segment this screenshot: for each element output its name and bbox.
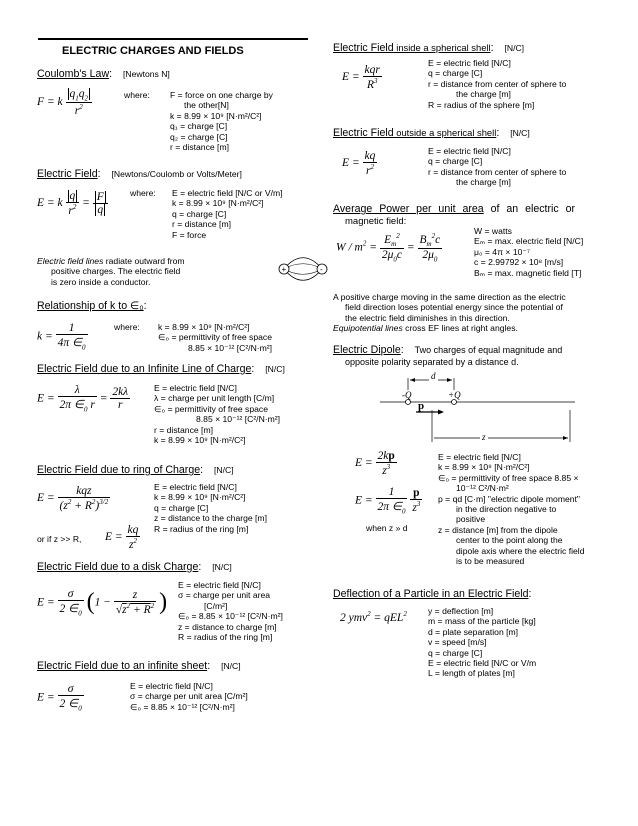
dipole-def: center to the point along the <box>456 535 563 546</box>
relk-def: k = 8.99 × 10⁹ [N·m²/C²] <box>158 322 250 332</box>
power-equation: W / $m^2$ = $\frac{E_m^2}{2\mu_0c}$ = $\frac{B_m^2c}{2\mu_0}$ <box>336 232 441 264</box>
efield-lines-rest: radiate outward from <box>103 256 185 266</box>
disk-def: σ = charge per unit area <box>178 590 271 601</box>
coulomb-def: r = distance [m] <box>170 142 229 153</box>
dipole-title: Electric Dipole <box>333 344 401 356</box>
deflect-definitions <box>428 606 536 679</box>
efield-def: r = distance [m] <box>172 219 231 230</box>
deflect-def: d = plate separation [m] <box>428 626 519 637</box>
page-title: ELECTRIC CHARGES AND FIELDS <box>62 45 244 57</box>
power-definitions <box>474 226 583 278</box>
deflect-def: y = deflection [m] <box>428 606 494 616</box>
infline-def: E = electric field [N/C] <box>154 383 237 393</box>
deflect-def: q = charge [C] <box>428 647 483 658</box>
power-title-post: of an electric or <box>483 203 576 215</box>
coulomb-where: where: <box>124 90 150 100</box>
disk-equation: E = $\frac{\sigma}{2 \in_0}$ (1 − $\frac{z}{√z^2 + R^2}$ ) <box>37 588 168 618</box>
ring-definitions <box>154 482 267 534</box>
sheet-def: E = electric field [N/C] <box>130 681 213 691</box>
dipole-equation-2: E = $\frac{1}{2\pi \in_0}$ $\frac{p}{z^3}$ <box>355 486 421 516</box>
inshell-unit: [N/C] <box>504 43 525 53</box>
infline-unit: [N/C] <box>265 364 285 374</box>
outshell-title-pre: Electric Field <box>333 127 394 139</box>
dipole-label-z: z <box>482 432 486 442</box>
dipole-def: positive <box>456 514 486 525</box>
ring-def: q = charge [C] <box>154 502 209 513</box>
coulomb-equation: F = k $\frac{q_1q_2}{r^2}$ <box>37 88 92 117</box>
outshell-def: q = charge [C] <box>428 156 483 167</box>
inshell-title-post: inside a spherical shell <box>393 42 491 53</box>
pos-line: the electric field diminishes in this direction. <box>345 312 510 323</box>
ring-title: Electric Field due to ring of Charge <box>37 464 201 476</box>
relk-where: where: <box>114 322 140 332</box>
efield-where: where: <box>130 188 156 198</box>
title-rule <box>38 38 308 40</box>
coulomb-def: q₂ = charge [C] <box>170 131 228 142</box>
pos-line: field direction loses potential energy since the potential of <box>345 302 563 313</box>
infline-def: ∈₀ = permittivity of free space <box>154 403 268 414</box>
outshell-def: r = distance from center of sphere to <box>428 166 567 177</box>
inshell-title-pre: Electric Field <box>333 42 394 54</box>
power-def: W = watts <box>474 226 512 236</box>
inshell-def: q = charge [C] <box>428 68 483 79</box>
ring-def: z = distance to the charge [m] <box>154 513 267 524</box>
ring-def: R = radius of the ring [m] <box>154 523 249 534</box>
dipole-def: p = qd [C·m] "electric dipole moment" <box>438 493 580 504</box>
infline-def: 8.85 × 10⁻¹² [C²/N·m²] <box>196 414 281 425</box>
ring-approx: or if z >> R, <box>37 534 82 544</box>
positive-charge-paragraph <box>333 292 566 334</box>
dipole-def: z = distance [m] from the dipole <box>438 524 558 535</box>
dipole-label-pos: +Q <box>448 390 461 400</box>
disk-def: R = radius of the ring [m] <box>178 632 273 643</box>
disk-def: [C/m²] <box>204 600 228 611</box>
dipole-when: when z » d <box>366 523 408 533</box>
dipole-def: ∈₀ = permittivity of free space 8.85 × <box>438 472 579 483</box>
power-line2: magnetic field: <box>345 216 407 227</box>
deflect-heading: Deflection of a Particle in an Electric Field: <box>333 588 532 600</box>
power-title: Average Power per unit area <box>333 203 484 215</box>
efield-definitions <box>172 188 283 240</box>
deflect-equation: 2 ymv$^2$ = qEL$^2$ <box>340 610 407 624</box>
coulomb-heading: Coulomb's Law: [Newtons N] <box>37 68 170 80</box>
inshell-definitions <box>428 58 566 110</box>
infline-def: r = distance [m] <box>154 424 213 435</box>
outshell-equation: E = $\frac{kq}{r^2}$ <box>342 150 376 177</box>
coulomb-def: q₁ = charge [C] <box>170 121 228 132</box>
efield-lines-l2: positive charges. The electric field <box>51 266 181 277</box>
sheet-heading: Electric Field due to an infinite sheet: [N/C] <box>37 660 241 672</box>
equip-italic: Equipotential lines <box>333 323 403 334</box>
efield-title: Electric Field <box>37 168 98 180</box>
disk-def: E = electric field [N/C] <box>178 580 261 590</box>
inshell-def: E = electric field [N/C] <box>428 58 511 68</box>
relk-def: 8.85 × 10⁻¹² [C²/N·m²] <box>188 342 273 353</box>
sheet-def: σ = charge per unit area [C/m²] <box>130 691 248 702</box>
deflect-title: Deflection of a Particle in an Electric Field <box>333 588 529 600</box>
sheet-def: ∈₀ = 8.85 × 10⁻¹² [C²/N·m²] <box>130 701 235 712</box>
infline-title: Electric Field due to an Infinite Line of Charge <box>37 363 252 375</box>
infline-def: k = 8.99 × 10⁹ [N·m²/C²] <box>154 435 246 446</box>
relk-equation: k = $\frac{1}{4\pi \in_0}$ <box>37 322 86 352</box>
ring-equation: E = $\frac{\text{kqz}}{(z^2 + R^2)^{3/2}}$ <box>37 485 109 512</box>
coulomb-def: k = 8.99 × 10⁹ [N·m²/C²] <box>170 110 262 121</box>
outshell-definitions <box>428 146 566 188</box>
dipole-label-d: d <box>431 371 436 381</box>
dipole-desc1: Two charges of equal magnitude and <box>414 345 563 355</box>
pos-line: A positive charge moving in the same direction as the electric <box>333 292 566 302</box>
coulomb-def: the other[N] <box>184 100 229 111</box>
equip-rest: cross EF lines at right angles. <box>402 323 518 334</box>
ring-unit: [N/C] <box>214 465 234 475</box>
dipole-def: is to be measured <box>456 556 525 567</box>
disk-definitions <box>178 580 283 642</box>
relk-definitions <box>158 322 272 353</box>
dipole-label-p: p <box>418 400 425 412</box>
inshell-def: r = distance from center of sphere to <box>428 78 567 89</box>
deflect-def: L = length of plates [m] <box>428 668 515 679</box>
ring-approx-equation: E = $\frac{kq}{z^2}$ <box>105 524 139 551</box>
power-def: c = 2.99792 × 10⁸ [m/s] <box>474 257 564 268</box>
efield-lines-italic: Electric field lines <box>37 256 104 266</box>
disk-def: z = distance to charge [m] <box>178 621 277 632</box>
deflect-def: v = speed [m/s] <box>428 637 487 648</box>
sheet-equation: E = $\frac{\sigma}{2 \in_0}$ <box>37 683 82 713</box>
deflect-def: m = mass of the particle [kg] <box>428 616 536 627</box>
outshell-unit: [N/C] <box>510 128 530 138</box>
ring-heading: Electric Field due to ring of Charge: [N/C] <box>37 464 234 476</box>
field-lines-diagram <box>268 252 338 286</box>
disk-def: ∈₀ = 8.85 × 10⁻¹² [C²/N·m²] <box>178 611 283 622</box>
efield-lines-l3: is zero inside a conductor. <box>51 276 151 287</box>
efield-unit: [Newtons/Coulomb or Volts/Meter] <box>111 169 242 179</box>
relk-heading: Relationship of k to ∈₀: <box>37 300 147 312</box>
disk-heading: Electric Field due to a disk Charge: [N/C] <box>37 561 232 573</box>
infline-heading: Electric Field due to an Infinite Line of Charge: [N/C] <box>37 363 285 375</box>
efield-equation: E = k $\frac{q}{r^2}$ = $\frac{F}{q}$ <box>37 190 108 217</box>
dipole-def: E = electric field [N/C] <box>438 452 521 462</box>
svg-text:-: - <box>320 265 323 274</box>
inshell-def: R = radius of the sphere [m] <box>428 99 535 110</box>
efield-def: E = electric field [N/C or V/m] <box>172 188 283 198</box>
inshell-def: the charge [m] <box>456 89 511 100</box>
sheet-unit: [N/C] <box>221 661 241 671</box>
dipole-desc2: opposite polarity separated by a distance d. <box>345 357 519 367</box>
svg-text:+: + <box>281 265 287 274</box>
deflect-def: E = electric field [N/C or V/m <box>428 658 537 669</box>
dipole-def: 10⁻¹² C²/N·m² <box>456 483 509 494</box>
dipole-label-neg: -Q <box>402 390 412 400</box>
disk-unit: [N/C] <box>212 562 232 572</box>
efield-lines-text <box>37 256 262 287</box>
infline-definitions <box>154 383 280 445</box>
power-def: Eₘ = max. electric field [N/C] <box>474 236 584 247</box>
outshell-heading: Electric Field outside a spherical shell: [N/C] <box>333 127 530 139</box>
inshell-equation: E = $\frac{\text{kqr}}{R^3}$ <box>342 64 380 91</box>
dipole-def: k = 8.99 × 10⁹ [N·m²/C²] <box>438 462 530 473</box>
outshell-def: the charge [m] <box>456 177 511 188</box>
dipole-heading: Electric Dipole: Two charges of equal magnitude and <box>333 344 563 356</box>
dipole-def: in the direction negative to <box>456 504 557 515</box>
efield-heading: Electric Field: [Newtons/Coulomb or Volts/Meter] <box>37 168 242 180</box>
coulomb-definitions <box>170 90 273 152</box>
efield-def: q = charge [C] <box>172 208 227 219</box>
ring-def: E = electric field [N/C] <box>154 482 237 492</box>
infline-equation: E = $\frac{\lambda}{2\pi \in_0 r}$ = $\frac{2k\lambda}{r}$ <box>37 384 129 414</box>
relk-title: Relationship of k to ∈₀ <box>37 300 144 312</box>
coulomb-def: F = force on one charge by <box>170 90 273 100</box>
power-def: Bₘ = max. magnetic field [T] <box>474 267 582 278</box>
disk-title: Electric Field due to a disk Charge <box>37 561 199 573</box>
infline-def: λ = charge per unit length [C/m] <box>154 393 275 404</box>
sheet-title: Electric Field due to an infinite sheet <box>37 660 208 672</box>
sheet-definitions <box>130 681 248 712</box>
dipole-equation-1: E = $\frac{2kp}{z^3}$ <box>355 450 395 477</box>
ring-def: k = 8.99 × 10⁹ [N·m²/C²] <box>154 492 246 503</box>
dipole-definitions <box>438 452 585 566</box>
power-heading <box>333 203 603 228</box>
dipole-def: dipole axis where the electric field <box>456 545 585 556</box>
coulomb-unit: [Newtons N] <box>122 69 170 79</box>
power-def: μ₀ = 4π × 10⁻⁷ <box>474 246 531 257</box>
relk-def: ∈₀ = permittivity of free space <box>158 332 272 343</box>
inshell-heading: Electric Field inside a spherical shell: [N/C] <box>333 42 525 54</box>
efield-def: F = force <box>172 229 207 240</box>
outshell-title-post: outside a spherical shell <box>393 127 497 138</box>
outshell-def: E = electric field [N/C] <box>428 146 511 156</box>
coulomb-title: Coulomb's Law <box>37 68 110 80</box>
efield-def: k = 8.99 × 10⁹ [N·m²/C²] <box>172 198 264 209</box>
